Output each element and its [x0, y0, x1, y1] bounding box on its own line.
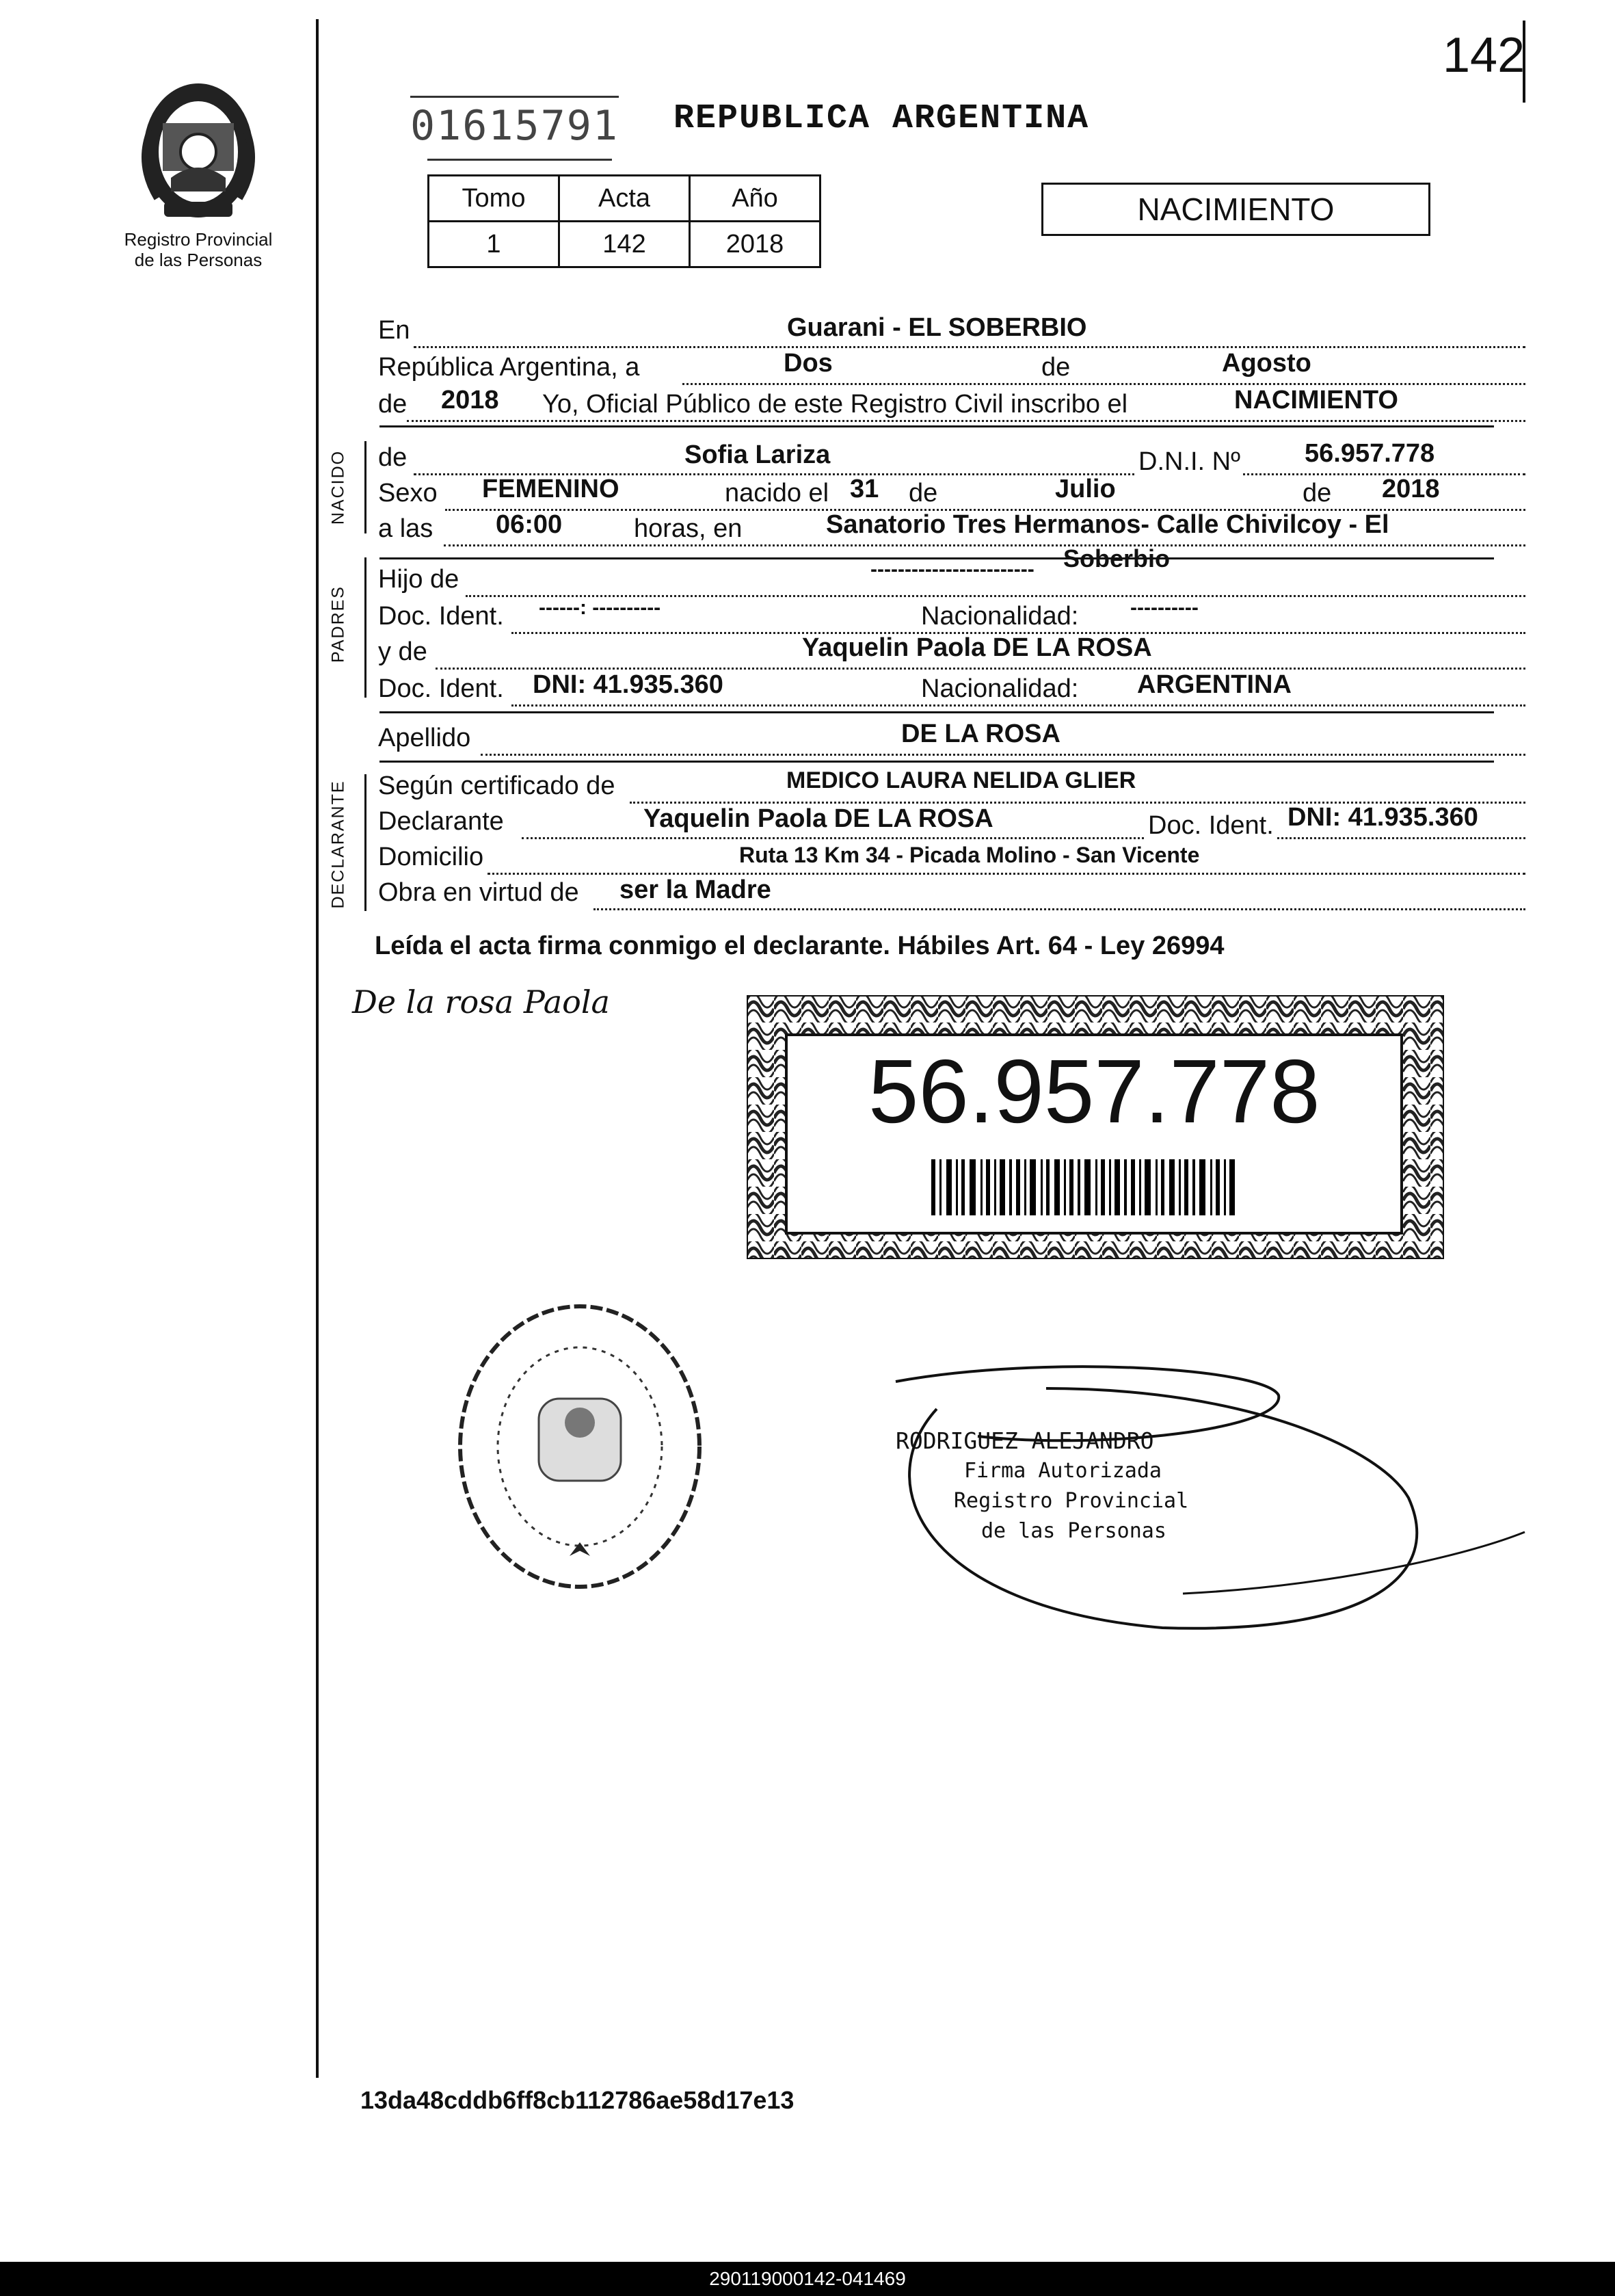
obra-value: ser la Madre: [619, 875, 771, 904]
dotted-line: [488, 873, 1525, 875]
record-table: [427, 174, 821, 268]
birth-year-value: 2018: [1382, 475, 1440, 503]
horas-label: horas, en: [631, 514, 745, 544]
province-logo: [103, 75, 294, 270]
row-mother: [378, 633, 1493, 674]
en-label: En: [378, 316, 410, 345]
page-number: 142: [1443, 28, 1525, 83]
footer-code-bar: 290119000142-041469: [0, 2262, 1615, 2296]
section-divider: [379, 425, 1494, 427]
row-en: [378, 313, 1493, 353]
serial-underline: [427, 159, 612, 161]
record-type-box: NACIMIENTO: [1041, 183, 1430, 236]
doc2-value: DNI: 41.935.360: [533, 670, 723, 699]
child-name-value: Sofia Lariza: [684, 440, 831, 469]
closing-text: Leída el acta firma conmigo el declarante. Hábiles Art. 64 - Ley 26994: [375, 932, 1225, 960]
birth-day-value: 31: [850, 475, 879, 503]
record-table-cell: 2018: [690, 222, 820, 267]
row-obra: [378, 875, 1493, 915]
row-apellido: [378, 720, 1493, 761]
row-oficial: [378, 386, 1493, 427]
apellido-value: DE LA ROSA: [901, 720, 1060, 748]
registry-seal-icon: [450, 1296, 710, 1597]
record-table-value-row: [429, 222, 820, 267]
dotted-line: [511, 704, 1525, 707]
birth-month-value: Julio: [1055, 475, 1116, 503]
child-dni-value: 56.957.778: [1305, 439, 1435, 468]
yde-label: y de: [378, 637, 427, 666]
declarant-handwritten-signature: De la rosa Paola: [352, 984, 610, 1020]
authority-line4: de las Personas: [981, 1519, 1166, 1543]
section-divider: [379, 711, 1494, 713]
declarante-section-label: DECLARANTE: [328, 780, 348, 909]
de-label: de: [378, 443, 408, 472]
record-table-header: Tomo: [429, 176, 559, 222]
doc1-value: ------: ----------: [539, 596, 661, 619]
dotted-line: [414, 346, 1525, 348]
inscribo-value: NACIMIENTO: [1234, 386, 1398, 414]
nacido-bracket: [364, 441, 366, 533]
birth-place-value-2: Soberbio: [1063, 544, 1171, 572]
nac2-label: Nacionalidad:: [918, 674, 1081, 704]
nacido-el-label: nacido el: [722, 479, 831, 508]
section-divider: [379, 761, 1494, 763]
de-label: de: [1039, 353, 1073, 382]
apellido-label: Apellido: [378, 724, 471, 752]
row-doc2: [378, 670, 1493, 711]
docid-value: DNI: 41.935.360: [1287, 803, 1478, 832]
record-table-header: Acta: [559, 176, 690, 222]
dotted-line: [593, 908, 1525, 910]
father-value: ------------------------: [870, 558, 1035, 581]
cert-value: MEDICO LAURA NELIDA GLIER: [786, 767, 1136, 793]
alas-label: a las: [378, 514, 433, 543]
document-hash: 13da48cddb6ff8cb112786ae58d17e13: [360, 2086, 795, 2114]
dni-label: D.N.I. Nº: [1136, 447, 1243, 477]
row-republica: [378, 349, 1493, 390]
dotted-line: [682, 383, 1525, 385]
dotted-line: [407, 420, 1525, 422]
authority-stamp: [896, 1426, 1188, 1546]
mother-value: Yaquelin Paola DE LA ROSA: [802, 633, 1152, 662]
decl-value: Yaquelin Paola DE LA ROSA: [643, 804, 993, 833]
cert-label: Según certificado de: [378, 771, 615, 800]
oficial-text: Yo, Oficial Público de este Registro Civil inscribo el: [539, 390, 1130, 419]
dom-label: Domicilio: [378, 843, 484, 871]
dom-value: Ruta 13 Km 34 - Picada Molino - San Vicente: [739, 843, 1200, 867]
left-margin-rule: [316, 19, 319, 2078]
declarante-bracket: [364, 774, 366, 911]
record-table-cell: 1: [429, 222, 559, 267]
nacido-section-label: NACIDO: [328, 449, 348, 525]
docid-label: Doc. Ident.: [1145, 811, 1277, 841]
record-table-cell: 142: [559, 222, 690, 267]
record-table-header: Año: [690, 176, 820, 222]
republica-label: República Argentina, a: [378, 353, 640, 382]
dotted-line: [522, 837, 1525, 839]
row-declarante: [378, 803, 1493, 844]
nac2-value: ARGENTINA: [1137, 670, 1292, 699]
de-label: de: [906, 479, 940, 508]
birth-time-value: 06:00: [496, 510, 563, 539]
dotted-line: [444, 544, 1525, 546]
misiones-emblem-icon: [130, 75, 267, 226]
birth-place-value: Sanatorio Tres Hermanos- Calle Chivilcoy - El: [826, 510, 1389, 539]
padres-section-label: PADRES: [328, 585, 348, 663]
de-label: de: [378, 390, 408, 419]
sexo-label: Sexo: [378, 479, 438, 507]
en-value: Guarani - EL SOBERBIO: [787, 313, 1087, 342]
dotted-line: [481, 754, 1525, 756]
de-label: de: [1300, 479, 1334, 508]
authority-name: RODRIGUEZ ALEJANDRO: [896, 1427, 1154, 1454]
row-domicilio: [378, 843, 1493, 880]
logo-caption-line2: de las Personas: [134, 250, 263, 270]
sexo-value: FEMENINO: [482, 475, 619, 503]
registry-seal: [450, 1296, 710, 1600]
header-title: REPUBLICA ARGENTINA: [673, 99, 1090, 138]
sticker-dni-number: 56.957.778: [868, 1041, 1320, 1142]
month-value: Agosto: [1222, 349, 1311, 378]
day-value: Dos: [784, 349, 833, 378]
logo-caption-line1: Registro Provincial: [124, 229, 273, 250]
serial-number: 01615791: [410, 96, 619, 150]
year-value: 2018: [441, 386, 499, 414]
nac1-value: ----------: [1130, 596, 1199, 619]
record-table-header-row: [429, 176, 820, 222]
doc1-label: Doc. Ident.: [378, 602, 504, 631]
decl-label: Declarante: [378, 807, 504, 836]
nac1-label: Nacionalidad:: [918, 602, 1081, 631]
obra-label: Obra en virtud de: [378, 878, 579, 907]
padres-bracket: [364, 557, 366, 698]
dotted-line: [436, 668, 1525, 670]
authority-line3: Registro Provincial: [954, 1489, 1189, 1513]
row-nacido-hora: [378, 510, 1493, 551]
hijo-de-label: Hijo de: [378, 565, 459, 594]
authority-line2: Firma Autorizada: [964, 1459, 1162, 1483]
doc2-label: Doc. Ident.: [378, 674, 504, 703]
